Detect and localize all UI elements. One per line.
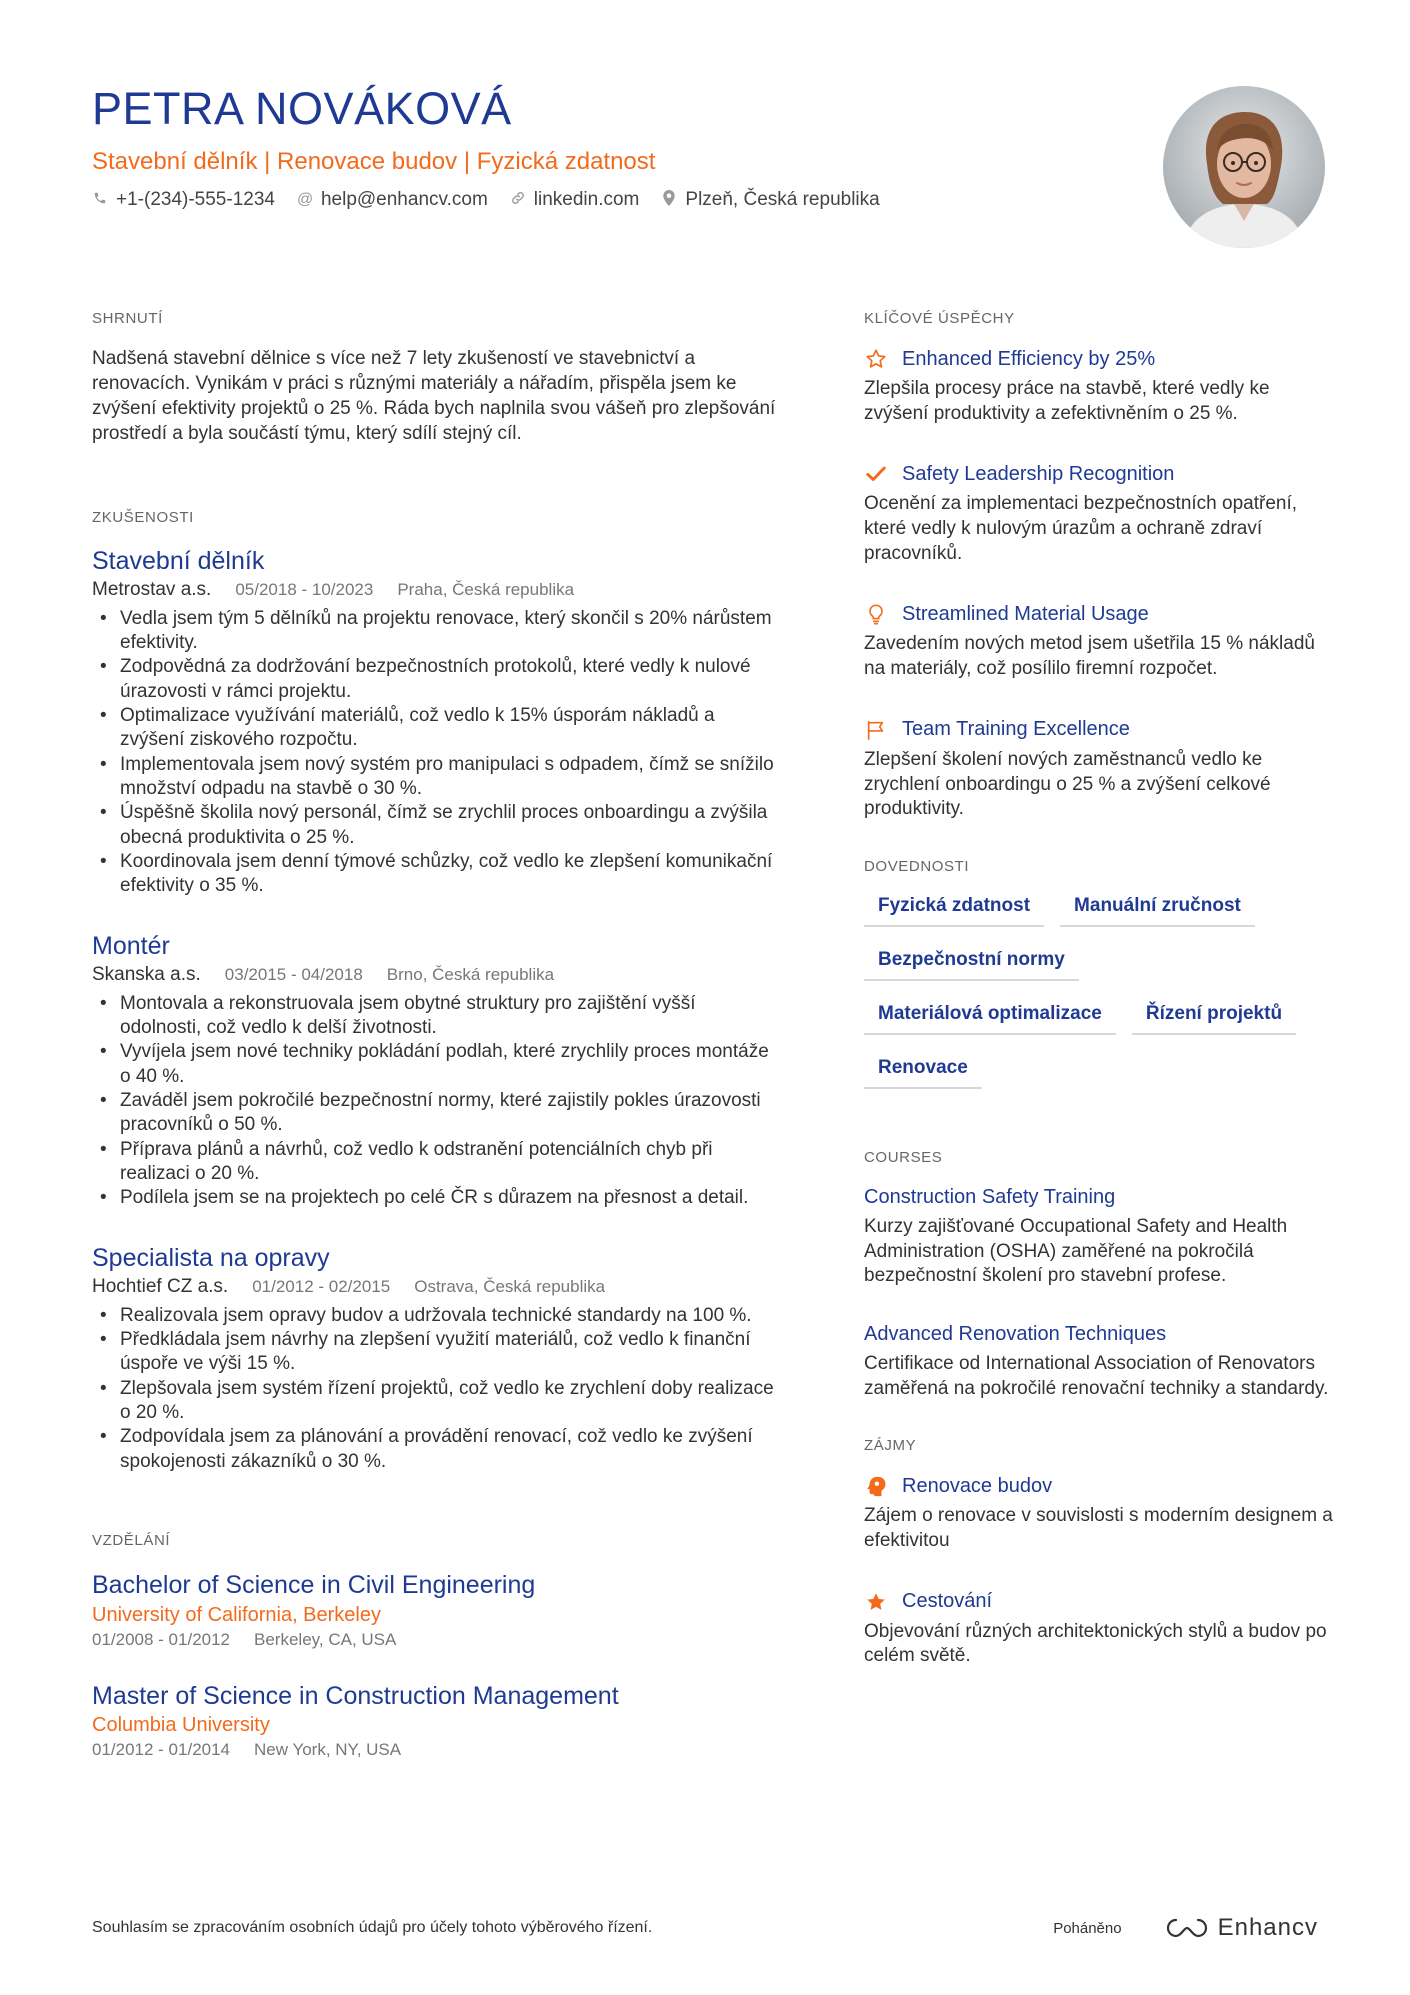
header	[92, 82, 1122, 211]
job-entry	[92, 931, 782, 1211]
job-location: Ostrava, Česká republika	[414, 1276, 606, 1296]
education-entry	[92, 1680, 782, 1761]
bullet-item: • Realizovala jsem opravy budov a udržovala technické standardy na 100 %.	[92, 1304, 782, 1328]
education-meta	[92, 1740, 782, 1760]
achievements-title: KLÍČOVÉ ÚSPĚCHY	[864, 310, 1015, 327]
job-dates: 05/2018 - 10/2023	[235, 579, 374, 599]
phone-icon	[92, 191, 108, 210]
interest-title: Renovace budov	[902, 1474, 1053, 1497]
bullet-item: • Zlepšovala jsem systém řízení projektů, což vedlo ke zrychlení doby realizace o 20 %.	[92, 1377, 782, 1426]
job-title: Stavební dělník	[92, 546, 265, 575]
job-dates: 01/2012 - 02/2015	[252, 1276, 391, 1296]
location-pin-icon	[661, 190, 677, 211]
job-title: Montér	[92, 931, 170, 960]
education-entry	[92, 1569, 782, 1650]
job-bullets	[92, 1304, 782, 1474]
skill-tag: Materiálová optimalizace	[864, 1003, 1116, 1035]
flag-icon	[864, 718, 888, 742]
bullet-item: • Montovala a rekonstruovala jsem obytné struktury pro zajištění vyšší odolnosti, což vedlo k delší životnosti.	[92, 992, 782, 1041]
achievement-desc: Zlepšení školení nových zaměstnanců vedlo ke zrychlení onboardingu o 25 % a zvýšení celkové produktivity.	[864, 748, 1271, 820]
job-company: Skanska a.s.	[92, 963, 201, 985]
at-icon: @	[296, 191, 314, 209]
job-meta	[92, 579, 782, 601]
school: University of California, Berkeley	[92, 1603, 381, 1626]
powered-by-label: Poháněno	[1053, 1919, 1122, 1937]
star-outline-icon	[864, 347, 888, 371]
bullet-item: • Předkládala jsem návrhy na zlepšení využití materiálů, což vedlo k finanční úspoře ve výši 15 %.	[92, 1328, 782, 1377]
checkmark-icon	[864, 462, 888, 486]
job-meta	[92, 964, 782, 986]
head-gear-icon	[864, 1474, 888, 1498]
summary-section	[92, 310, 782, 447]
achievement-item	[864, 602, 1334, 681]
job-company: Hochtief CZ a.s.	[92, 1275, 229, 1297]
contact-phone	[92, 189, 275, 211]
skill-tag: Fyzická zdatnost	[864, 895, 1044, 927]
contact-location	[661, 189, 879, 211]
education-location: Berkeley, CA, USA	[254, 1629, 397, 1649]
job-meta	[92, 1276, 782, 1298]
interests-title: ZÁJMY	[864, 1437, 917, 1455]
skills-title: DOVEDNOSTI	[864, 857, 970, 875]
job-location: Brno, Česká republika	[386, 964, 555, 984]
footer-brand	[1053, 1914, 1318, 1942]
skill-tag: Manuální zručnost	[1060, 895, 1255, 927]
achievement-title: Streamlined Material Usage	[902, 602, 1149, 625]
star-filled-icon	[864, 1590, 888, 1614]
courses-section	[864, 1149, 1334, 1401]
skill-tag: Renovace	[864, 1057, 982, 1089]
achievement-desc: Zavedením nových metod jsem ušetřila 15 % nákladů na materiály, což posílilo firemní rozpočet.	[864, 633, 1315, 680]
job-dates: 03/2015 - 04/2018	[224, 964, 363, 984]
achievement-item	[864, 347, 1334, 426]
interest-item	[864, 1590, 1334, 1669]
courses-title: COURSES	[864, 1148, 943, 1166]
profile-photo	[1163, 86, 1325, 248]
interests-section	[864, 1437, 1334, 1669]
email-text[interactable]: help@enhancv.com	[320, 189, 488, 211]
education-dates: 01/2008 - 01/2012	[92, 1629, 231, 1649]
contact-email[interactable]	[297, 189, 488, 211]
skill-tag: Bezpečnostní normy	[864, 949, 1079, 981]
bullet-item: • Zaváděl jsem pokročilé bezpečnostní normy, které zajistily pokles úrazovosti pracovníků o 50 %.	[92, 1089, 782, 1138]
right-column	[864, 310, 1334, 1705]
bullet-item: • Optimalizace využívání materiálů, což vedlo k 15% úsporám nákladů a zvýšení ziskového rozpočtu.	[92, 704, 782, 753]
bullet-item: • Zodpovídala jsem za plánování a provádění renovací, což vedlo ke zvýšení spokojenosti zákazníků o 30 %.	[92, 1425, 782, 1474]
school: Columbia University	[92, 1714, 270, 1736]
course-title: Construction Safety Training	[864, 1185, 1116, 1208]
consent-note: Souhlasím se zpracováním osobních údajů pro účely tohoto výběrového řízení.	[92, 1919, 653, 1936]
experience-title: ZKUŠENOSTI	[92, 508, 194, 526]
course-title: Advanced Renovation Techniques	[864, 1322, 1167, 1345]
bullet-item: • Koordinovala jsem denní týmové schůzky, což vedlo ke zlepšení komunikační efektivity o 35 %.	[92, 850, 782, 899]
linkedin-text[interactable]: linkedin.com	[533, 189, 640, 211]
headline: Stavební dělník | Renovace budov | Fyzická zdatnost	[92, 148, 656, 175]
course-item	[864, 1323, 1334, 1401]
brand-name: Enhancv	[1217, 1914, 1318, 1941]
bullet-item: • Implementovala jsem nový systém pro manipulaci s odpadem, čímž se snížilo množství odpadu na stavbě o 30 %.	[92, 753, 782, 802]
bullet-item: • Zodpovědná za dodržování bezpečnostních protokolů, které vedly k nulové úrazovosti v rámci projektu.	[92, 655, 782, 704]
phone-text: +1-(234)-555-1234	[116, 189, 275, 211]
job-location: Praha, Česká republika	[397, 579, 575, 599]
bullet-item: • Podílela jsem se na projektech po celé ČR s důrazem na přesnost a detail.	[92, 1186, 782, 1210]
achievement-title: Safety Leadership Recognition	[902, 462, 1175, 485]
lightbulb-icon	[864, 602, 888, 626]
achievement-title: Team Training Excellence	[902, 718, 1130, 741]
education-meta	[92, 1630, 782, 1650]
job-title: Specialista na opravy	[92, 1243, 330, 1272]
achievement-desc: Ocenění za implementaci bezpečnostních opatření, které vedly k nulovým úrazům a ochraně zdraví pracovníků.	[864, 493, 1298, 564]
bullet-item: • Úspěšně školila nový personál, čímž se zrychlil proces onboardingu a zvýšila obecná produktivita o 25 %.	[92, 801, 782, 850]
education-dates: 01/2012 - 01/2014	[92, 1740, 231, 1759]
left-column	[92, 310, 782, 1790]
bullet-item: • Vyvíjela jsem nové techniky pokládání podlah, které zrychlily proces montáže o 40 %.	[92, 1040, 782, 1089]
interest-desc: Zájem o renovace v souvislosti s moderním designem a efektivitou	[864, 1505, 1333, 1551]
achievement-title: Enhanced Efficiency by 25%	[902, 347, 1156, 370]
contact-row	[92, 189, 1122, 211]
summary-text: Nadšená stavební dělnice s více než 7 lety zkušeností ve stavebnictví a renovacích. Vynikám v práci s různými materiály a nářadím, přispěla jsem ke zvýšení efektivity projektů o 25 %. Ráda bych naplnila svou vášeň pro zlepšování prostředí a byla součástí týmu, který sdílí stejný cíl.	[92, 348, 776, 444]
bullet-item: • Vedla jsem tým 5 dělníků na projektu renovace, který skončil s 20% nárůstem efektivity.	[92, 607, 782, 656]
interest-desc: Objevování různých architektonických stylů a budov po celém světě.	[864, 1620, 1327, 1667]
summary-title: SHRNUTÍ	[92, 310, 163, 327]
course-desc: Certifikace od International Association of Renovators zaměřená na pokročilé renovační techniky a standardy.	[864, 1352, 1329, 1399]
experience-section	[92, 509, 782, 1475]
skill-tag: Řízení projektů	[1132, 1003, 1296, 1035]
achievements-section	[864, 310, 1334, 822]
job-company: Metrostav a.s.	[92, 578, 212, 600]
job-bullets	[92, 607, 782, 899]
achievement-desc: Zlepšila procesy práce na stavbě, které vedly ke zvýšení produktivity a zefektivněním o 25 %.	[864, 378, 1270, 424]
candidate-name: PETRA NOVÁKOVÁ	[92, 83, 512, 134]
interest-item	[864, 1474, 1334, 1553]
education-location: New York, NY, USA	[254, 1740, 402, 1759]
degree: Bachelor of Science in Civil Engineering	[92, 1571, 536, 1599]
job-entry	[92, 546, 782, 899]
location-text: Plzeň, Česká republika	[685, 189, 880, 211]
skills-section	[864, 858, 1334, 1089]
link-icon	[510, 190, 526, 211]
education-title: VZDĚLÁNÍ	[92, 1532, 171, 1549]
bullet-item: • Příprava plánů a návrhů, což vedlo k odstranění potenciálních chyb při realizaci o 20 %.	[92, 1138, 782, 1187]
job-entry	[92, 1243, 782, 1474]
enhancv-logo[interactable]	[1164, 1914, 1318, 1942]
interest-title: Cestování	[902, 1590, 993, 1613]
footer	[92, 1914, 1318, 1942]
contact-linkedin[interactable]	[510, 189, 640, 211]
achievement-item	[864, 718, 1334, 822]
achievement-item	[864, 462, 1334, 566]
course-item	[864, 1186, 1334, 1289]
education-section	[92, 1532, 782, 1760]
degree: Master of Science in Construction Management	[92, 1681, 619, 1710]
job-bullets	[92, 992, 782, 1211]
course-desc: Kurzy zajišťované Occupational Safety and Health Administration (OSHA) zaměřené na pokročilá bezpečnostní školení pro stavební profese.	[864, 1215, 1288, 1287]
skills-list	[864, 895, 1334, 1089]
